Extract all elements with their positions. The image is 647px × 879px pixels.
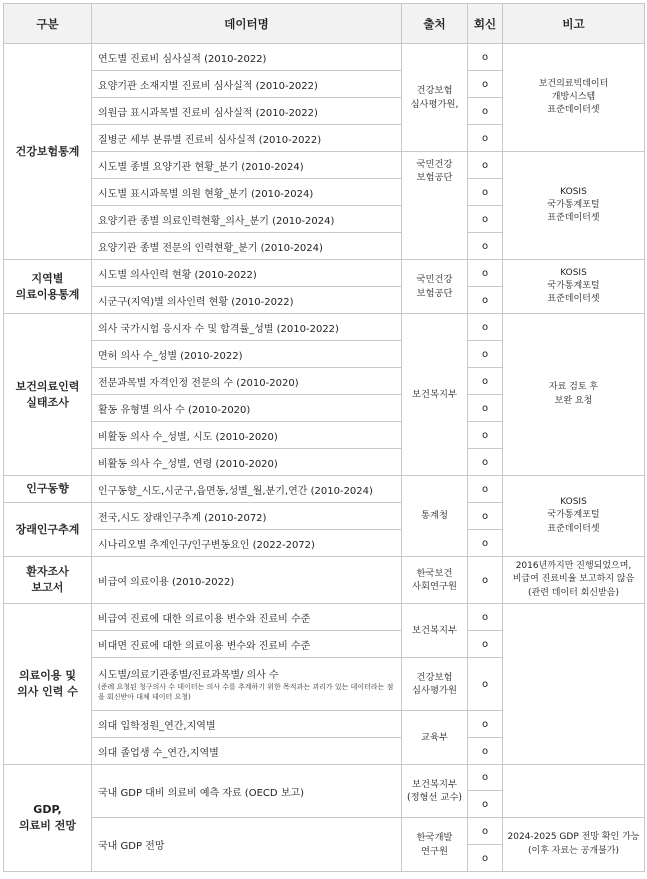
category-label: 실태조사 [26, 395, 69, 409]
revision-cell: o [468, 206, 503, 233]
note-cell [503, 765, 645, 818]
source-label: 심사평가원 [412, 685, 457, 696]
revision-cell: o [468, 530, 503, 557]
source-cell [402, 658, 468, 711]
data-name-cell: 비급여 진료에 대한 의료이용 변수와 진료비 수준 [92, 604, 402, 631]
source-cell: 교육부 [402, 711, 468, 765]
source-label: 한국개발 [416, 832, 453, 844]
category-cell: 장래인구추계 [4, 503, 92, 557]
data-name-cell: 시군구(지역)별 의사인력 현황 (2010-2022) [92, 287, 402, 314]
note-label: 표준데이터셋 [547, 294, 600, 305]
revision-cell: o [468, 818, 503, 845]
category-cell [4, 44, 92, 260]
category-label: 의료이용통계 [15, 287, 80, 301]
header-category: 구분 [4, 4, 92, 44]
category-label: 보건의료인력 [15, 379, 80, 393]
source-label: 보험공단 [416, 287, 453, 299]
source-cell [402, 818, 468, 872]
data-name-cell: 활동 유형별 의사 수 (2010-2020) [92, 395, 402, 422]
table-row [4, 314, 645, 341]
category-cell [4, 604, 92, 765]
category-label: 건강보험통계 [15, 144, 80, 158]
header-data-name: 데이터명 [92, 4, 402, 44]
revision-cell: o [468, 765, 503, 791]
data-name-cell: 시도별 의사인력 현황 (2010-2022) [92, 260, 402, 287]
note-cell [503, 44, 645, 152]
data-name-cell: 요양기관 소재지별 진료비 심사실적 (2010-2022) [92, 71, 402, 98]
table-row [4, 557, 645, 604]
revision-cell: o [468, 738, 503, 765]
source-cell: 통계청 [402, 476, 468, 557]
data-name-cell: 시나리오별 추계인구/인구변동요인 (2022-2072) [92, 530, 402, 557]
note-label: 2016년까지만 진행되었으며, [515, 561, 632, 572]
source-label: 보험공단 [416, 172, 453, 184]
source-cell: 보건복지부 [402, 314, 468, 476]
table-row [4, 152, 645, 179]
source-cell: 보건복지부 [402, 604, 468, 658]
category-label: 의료이용 및 [19, 669, 76, 683]
note-label: 표준데이터셋 [547, 105, 600, 116]
category-cell [4, 557, 92, 604]
note-label: KOSIS [560, 497, 587, 508]
source-cell [402, 260, 468, 314]
source-cell [402, 44, 468, 152]
source-label: 한국보건 [416, 567, 453, 579]
revision-cell: o [468, 152, 503, 179]
revision-cell: o [468, 341, 503, 368]
table-row [4, 260, 645, 287]
data-name-cell: 비활동 의사 수_성별, 시도 (2010-2020) [92, 422, 402, 449]
category-label: 의료비 전망 [19, 819, 76, 832]
category-label: 의사 인력 수 [17, 685, 78, 698]
data-name-cell: 시도별 종별 요양기관 현황_분기 (2010-2024) [92, 152, 402, 179]
data-name-cell: 요양기관 종별 의료인력현황_의사_분기 (2010-2024) [92, 206, 402, 233]
revision-cell: o [468, 658, 503, 711]
source-cell [402, 765, 468, 818]
source-label: 사회연구원 [412, 581, 457, 592]
revision-cell: o [468, 179, 503, 206]
note-label: (이후 자료는 공개불가) [528, 845, 619, 856]
data-name-cell: 비급여 의료이용 (2010-2022) [92, 557, 402, 604]
data-name-cell: 연도별 진료비 심사실적 (2010-2022) [92, 44, 402, 71]
source-label: 국민건강 [416, 274, 453, 286]
source-cell [402, 152, 468, 260]
data-name-cell: 면허 의사 수_성별 (2010-2022) [92, 341, 402, 368]
revision-cell: o [468, 845, 503, 872]
header-source: 출처 [402, 4, 468, 44]
note-cell [503, 476, 645, 557]
note-label: 2024-2025 GDP 전망 확인 가능 [507, 832, 640, 843]
revision-cell: o [468, 557, 503, 604]
note-label: KOSIS [560, 267, 587, 278]
revision-cell: o [468, 395, 503, 422]
note-label: KOSIS [560, 186, 587, 197]
revision-cell: o [468, 631, 503, 658]
category-label: 지역별 [31, 271, 64, 285]
data-name-text: 시도별/의료기관종별/진료과목별/ 의사 수 [98, 670, 279, 682]
note-cell [503, 604, 645, 765]
revision-cell: o [468, 287, 503, 314]
note-cell [503, 314, 645, 476]
data-name-cell: 시도별 표시과목별 의원 현황_분기 (2010-2024) [92, 179, 402, 206]
revision-cell: o [468, 449, 503, 476]
note-cell [503, 557, 645, 604]
table-row [4, 476, 645, 503]
source-cell [402, 557, 468, 604]
data-inventory-table [3, 3, 645, 872]
data-name-cell: 전국,시도 장래인구추계 (2010-2072) [92, 503, 402, 530]
source-label: (정형선 교수) [406, 792, 463, 803]
note-label: 표준데이터셋 [547, 523, 600, 534]
note-label: 국가통계포털 [547, 199, 600, 210]
table-header-row [4, 4, 645, 44]
table-row [4, 604, 645, 631]
source-label: 건강보험 [416, 85, 453, 97]
revision-cell: o [468, 791, 503, 818]
header-revision: 회신 [468, 4, 503, 44]
data-name-cell: 질병군 세부 분류별 진료비 심사실적 (2010-2022) [92, 125, 402, 152]
revision-cell: o [468, 98, 503, 125]
source-label: 심사평가원, [410, 98, 459, 110]
category-label: 환자조사 [26, 565, 69, 579]
revision-cell: o [468, 44, 503, 71]
note-label: 자료 검토 후 [548, 382, 599, 393]
table-row [4, 765, 645, 791]
data-name-cell: 의원급 표시과목별 진료비 심사실적 (2010-2022) [92, 98, 402, 125]
source-label: 국민건강 [416, 159, 453, 170]
revision-cell: o [468, 604, 503, 631]
category-cell [4, 260, 92, 314]
data-name-cell: 전문과목별 자격인정 전문의 수 (2010-2020) [92, 368, 402, 395]
data-name-cell [92, 658, 402, 711]
revision-cell: o [468, 260, 503, 287]
note-label: 개방시스템 [551, 91, 596, 102]
note-cell [503, 152, 645, 260]
note-label: 보완 요청 [554, 395, 593, 406]
note-label: 표준데이터셋 [547, 213, 600, 224]
note-cell [503, 818, 645, 872]
revision-cell: o [468, 503, 503, 530]
note-label: 보건의료빅데이터 [538, 78, 609, 89]
data-name-cell: 의대 입학정원_연간,지역별 [92, 711, 402, 738]
data-name-cell: 비대면 진료에 대한 의료이용 변수와 진료비 수준 [92, 631, 402, 658]
revision-cell: o [468, 71, 503, 98]
data-name-cell: 요양기관 종별 전문의 인력현황_분기 (2010-2024) [92, 233, 402, 260]
source-label: 건강보험 [416, 671, 453, 683]
note-label: 국가통계포털 [547, 280, 600, 291]
revision-cell: o [468, 422, 503, 449]
data-name-cell: 인구동향_시도,시군구,읍면동,성별_월,분기,연간 (2010-2024) [92, 476, 402, 503]
data-name-cell: 의대 졸업생 수_연간,지역별 [92, 738, 402, 765]
table-row [4, 818, 645, 845]
data-name-cell: 국내 GDP 대비 의료비 예측 자료 (OECD 보고) [92, 765, 402, 818]
revision-cell: o [468, 125, 503, 152]
category-label: GDP, [33, 803, 62, 817]
note-label: 비급여 진료비율 보고하지 않음 [512, 574, 635, 585]
revision-cell: o [468, 476, 503, 503]
source-label: 보건복지부 [412, 778, 457, 790]
data-name-cell: 비활동 의사 수_성별, 연령 (2010-2020) [92, 449, 402, 476]
note-cell [503, 260, 645, 314]
note-label: (관련 데이터 회신받음) [528, 587, 619, 598]
revision-cell: o [468, 314, 503, 341]
category-label: 보고서 [31, 581, 64, 594]
note-label: 국가통계포털 [547, 510, 600, 521]
data-name-cell: 의사 국가시험 응시자 수 및 합격률_성별 (2010-2022) [92, 314, 402, 341]
category-cell: 인구동향 [4, 476, 92, 503]
revision-cell: o [468, 711, 503, 738]
table-row [4, 44, 645, 71]
revision-cell: o [468, 368, 503, 395]
source-label: 연구원 [421, 845, 448, 857]
category-cell [4, 314, 92, 476]
header-note: 비고 [503, 4, 645, 44]
data-subnote: (준례 요청된 청구의사 수 데이터는 의사 수를 추계하기 위한 목적과는 괴리가 있는 데이터라는 점을 회신받아 대체 데이터 요청) [98, 683, 394, 701]
revision-cell: o [468, 233, 503, 260]
category-cell [4, 765, 92, 872]
data-name-cell: 국내 GDP 전망 [92, 818, 402, 872]
